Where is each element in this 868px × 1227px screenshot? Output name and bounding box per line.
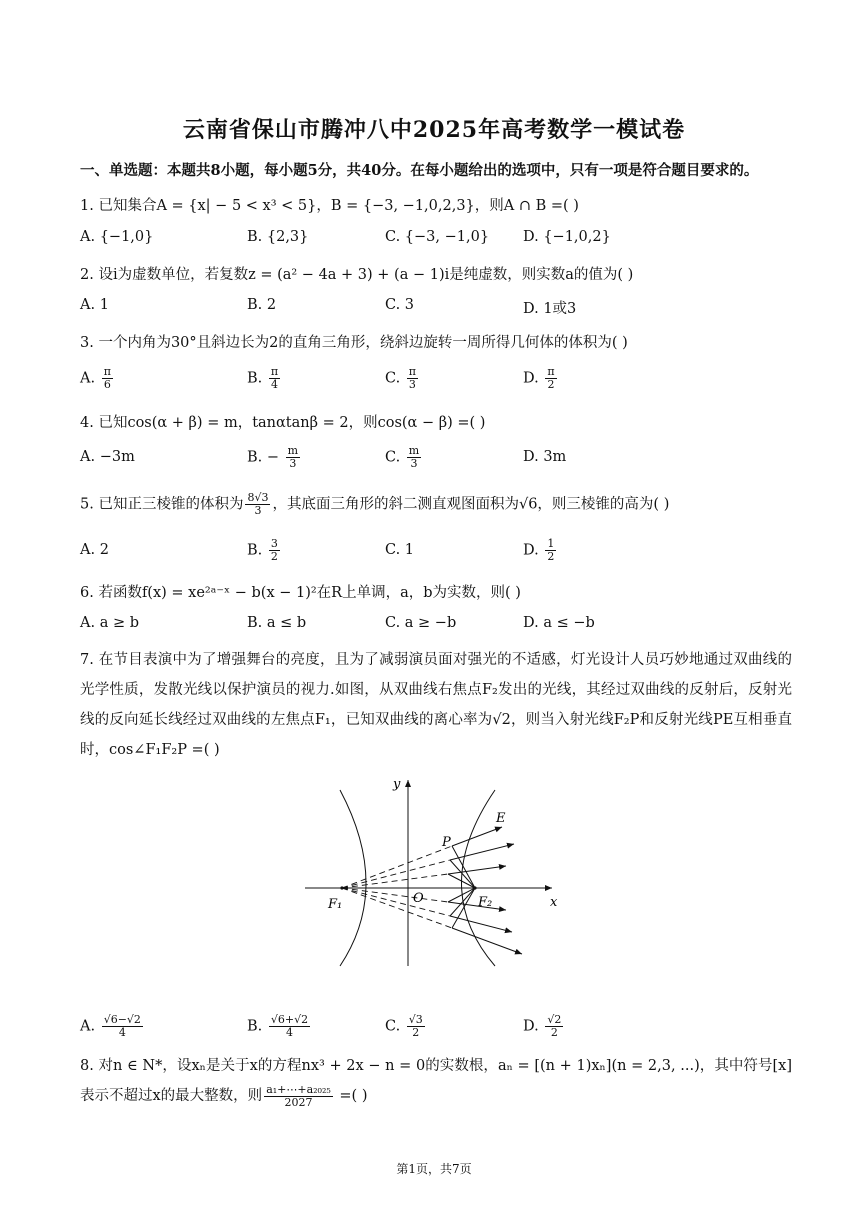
q2-option-d: D. 1或3 [523,301,577,317]
option-prefix: D. [523,1018,539,1035]
q1-option-c: C. {−3, −1,0} [385,229,490,245]
q6-option-c: C. a ≥ −b [385,615,457,631]
q2-option-b: B. 2 [247,297,277,313]
q3-option-d [523,366,559,391]
focus-f2-point [473,886,476,889]
q4-option-a [80,449,135,465]
fraction-denominator: 2 [270,550,278,563]
option-prefix: A. [80,1018,96,1035]
option-fraction [269,538,280,563]
hyperbola-figure [300,770,570,970]
option-fraction [407,366,418,391]
option-prefix: D. [523,542,539,559]
stem-part: ，其底面三角形的斜二测直观图面积为√6，则三棱锥的高为( ) [272,496,670,513]
hyperbola-left-branch [340,790,366,966]
q4-option-d [523,449,566,465]
option-prefix: B. [247,1018,263,1035]
fraction-numerator: m [408,444,420,457]
option-prefix: A. [80,370,96,387]
option-prefix: A. −3m [80,449,135,465]
q3-option-c [385,366,420,391]
fraction-denominator: 2 [412,1026,420,1039]
option-prefix: C. 1 [385,542,415,558]
question-3-stem: 3. 一个内角为30°且斜边长为2的直角三角形，绕斜边旋转一周所得几何体的体积为( ) [80,335,628,351]
option-fraction [407,445,421,470]
q2-option-c: C. 3 [385,297,415,313]
q4-option-b [247,445,302,470]
option-prefix: C. [385,370,401,387]
q7-option-c [385,1014,427,1039]
q5-option-a [80,542,109,558]
option-fraction [102,1014,143,1039]
fraction-numerator: π [103,365,111,378]
section-heading: 一、单选题：本题共8小题，每小题5分，共40分。在每小题给出的选项中，只有一项是符合题目要求的。 [80,162,759,179]
option-fraction [102,366,113,391]
q7-option-b [247,1014,312,1039]
q3-option-b [247,366,282,391]
q6-option-a: A. a ≥ b [80,615,139,631]
q5-option-d [523,538,558,563]
fraction-denominator: 3 [254,504,262,517]
q6-option-b: B. a ≤ b [247,615,307,631]
q1-option-a: A. {−1,0} [80,229,154,245]
stem-part: 5. 已知正三棱锥的体积为 [80,496,244,513]
dashed-extension-lines [342,846,452,928]
fraction-denominator: 4 [285,1026,293,1039]
fraction-denominator: 4 [270,378,278,391]
stem-part: =( ) [334,1088,368,1104]
question-6-stem: 6. 若函数f(x) = xe²ᵃ⁻ˣ − b(x − 1)²在R上单调，a，b为实数，则( ) [80,585,521,601]
option-prefix: D. 3m [523,449,567,465]
q5-option-c [385,542,414,558]
focus-f1-point [340,886,343,889]
option-prefix: B. [247,542,263,559]
question-1-stem: 1. 已知集合A = {x| − 5 < x³ < 5}，B = {−3, −1,0,2,3}，则A ∩ B =( ) [80,198,579,214]
option-prefix: B. − [247,449,280,466]
fraction-numerator: 3 [270,537,278,550]
fraction-numerator: π [547,365,555,378]
fraction-denominator: 6 [103,378,111,391]
option-fraction [269,1014,310,1039]
fraction-numerator: m [287,444,299,457]
q7-option-a [80,1014,145,1039]
fraction-numerator: √6+√2 [270,1013,309,1026]
question-2-stem: 2. 设i为虚数单位，若复数z = (a² − 4a + 3) + (a − 1)i是纯虚数，则实数a的值为( ) [80,267,634,283]
fraction-numerator: π [270,365,279,378]
option-prefix: D. [523,370,539,387]
point-p-label: P [442,835,451,850]
option-fraction [545,1014,563,1039]
q3-option-a [80,366,115,391]
question-8-stem [80,1051,792,1111]
option-fraction [286,445,300,470]
reflected-rays [448,827,522,954]
fraction-denominator: 3 [410,457,418,470]
point-e-label: E [496,811,506,826]
option-prefix: A. 2 [80,542,109,558]
stem-fraction [264,1084,333,1109]
question-4-stem: 4. 已知cos(α + β) = m，tanαtanβ = 2，则cos(α − β) =( ) [80,415,486,431]
fraction-denominator: 2027 [284,1095,313,1109]
stem-fraction [245,492,270,517]
fraction-numerator: a₁+⋯+a₂₀₂₅ [266,1082,331,1096]
option-fraction [407,1014,425,1039]
option-prefix: C. [385,1018,401,1035]
fraction-denominator: 4 [118,1026,126,1039]
question-7-stem: 7. 在节目表演中为了增强舞台的亮度，且为了减弱演员面对强光的不适感，灯光设计人员巧妙地通过双曲线的光学性质，发散光线以保护演员的视力.如图，从双曲线右焦点F₂发出的光线，其经过双曲线的反射后，反射光线的反向延长线经过双曲线的左焦点F₁，已知双曲线的离心率为√2，则当入射光线F₂P和反射光线PE互相垂直时，cos∠F₁F₂P =( ) [80,652,792,758]
q1-option-d: D. {−1,0,2} [523,229,611,245]
page-title: 云南省保山市腾冲八中2025年高考数学一模试卷 [182,117,686,143]
question-5-stem [80,492,669,517]
q4-option-c [385,445,423,470]
fraction-numerator: 1 [547,537,555,550]
fraction-numerator: √6−√2 [103,1013,141,1026]
fraction-numerator: √2 [547,1013,562,1026]
fraction-denominator: 2 [550,1026,558,1039]
option-fraction [545,538,556,563]
origin-label: O [413,891,424,906]
option-fraction [269,366,280,391]
fraction-numerator: 8√3 [247,491,269,504]
option-prefix: C. [385,449,401,466]
page-footer: 第1页，共7页 [396,1162,472,1176]
q5-option-b [247,538,282,563]
x-axis-label: x [550,895,558,910]
option-fraction [545,366,556,391]
fraction-denominator: 2 [547,550,555,563]
option-prefix: B. [247,370,263,387]
focus-f1-label: F₁ [328,897,343,912]
focus-f2-label: F₂ [478,895,493,910]
q1-option-b: B. {2,3} [247,229,309,245]
fraction-numerator: √3 [408,1013,423,1026]
stem-part: 8. 对n ∈ N*，设xₙ是关于x的方程nx³ + 2x − n = 0的实数根，aₙ = [(n + 1)xₙ](n = 2,3, ...)，其中符号[x]表示不超过x的最大整数，则 [80,1058,792,1104]
y-axis-label: y [393,777,401,792]
q6-option-d: D. a ≤ −b [523,615,595,631]
q2-option-a: A. 1 [80,297,109,313]
q7-option-d [523,1014,565,1039]
fraction-numerator: π [408,365,417,378]
fraction-denominator: 3 [289,457,297,470]
fraction-denominator: 2 [547,378,555,391]
fraction-denominator: 3 [408,378,416,391]
